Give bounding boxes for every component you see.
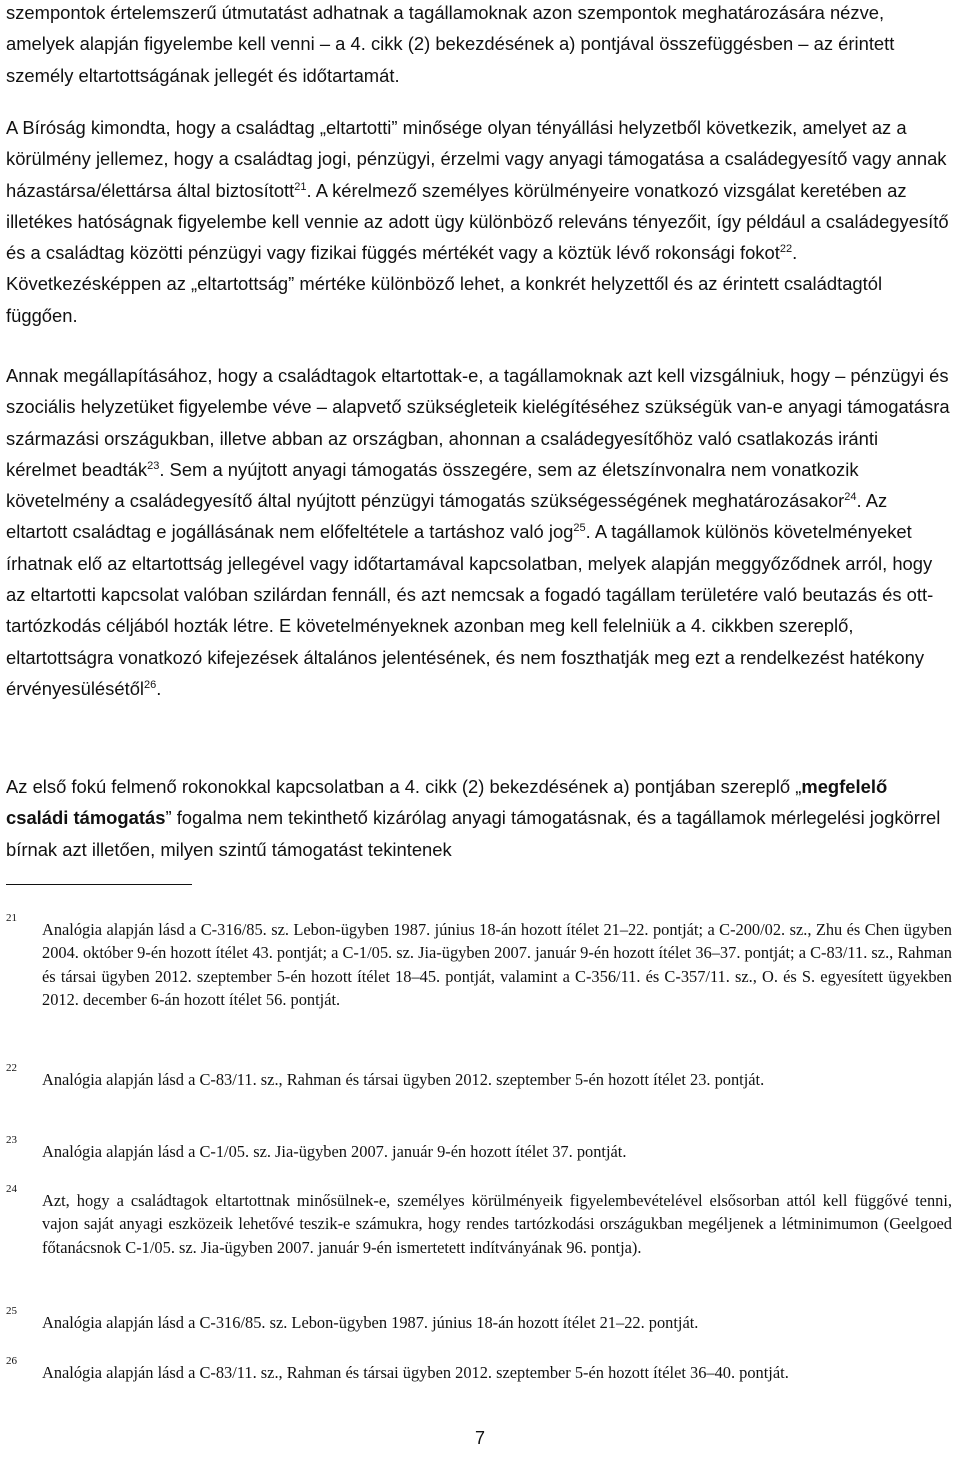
footnote-text: Analógia alapján lásd a C-316/85. sz. Lebon-ügyben 1987. június 18-án hozott ítélet 21–22. pontját; a C-200/02. sz., Zhu és Chen ügyben 2004. október 9-én hozott ítélet 43. pontját; a C-1/05. sz. Jia-ügyben 2007. január 9-én hozott ítélet 36–37. pontját; a C-83/11. sz., Rahman és társai ügyben 2012. szeptember 5-én hozott ítélet 18–45. pontját, valamint a C-356/11. és C-357/11. sz., O. és S. egyesített ügyekben 2012. december 6-án hozott ítélet 56. pontját. xyxy=(42,920,952,1009)
footnote-separator xyxy=(6,884,192,885)
footnote-22 xyxy=(6,1062,952,1091)
footnote-ref[interactable]: 26 xyxy=(144,678,157,691)
footnote-text: Azt, hogy a családtagok eltartottnak minősülnek-e, személyes körülményeik figyelembevételével elsősorban attól kell függővé tenni, vajon saját anyagi eszközeik lehetővé teszik-e számukra, hogy rendes tartózkodási országukban megéljenek a létminimumon (Geelgoed főtanácsnok C-1/05. sz. Jia-ügyben 2007. január 9-én ismertetett indítványának 96. pontja). xyxy=(42,1191,952,1257)
paragraph-text: Az első fokú felmenő rokonokkal kapcsolatban a 4. cikk (2) bekezdésének a) pontjában szereplő „ xyxy=(6,776,802,797)
paragraph-dependency-status xyxy=(6,112,952,331)
footnote-21 xyxy=(6,912,952,1011)
paragraph-determination xyxy=(6,360,952,704)
footnote-text: Analógia alapján lásd a C-316/85. sz. Lebon-ügyben 1987. június 18-án hozott ítélet 21–22. pontját. xyxy=(42,1313,699,1332)
paragraph-text: ” fogalma nem tekinthető kizárólag anyagi támogatásnak, és a tagállamok mérlegelési jogkörrel bírnak azt illetően, milyen szintű támogatást tekintenek xyxy=(6,807,941,860)
paragraph-continuation xyxy=(6,0,952,91)
emphasized-term: megfelelő családi támogatás xyxy=(6,776,888,829)
paragraph-text: . A tagállamok különös követelményeket írhatnak elő az eltartottság jellegével vagy időtartamával kapcsolatban, melyek alapján meggyőződnek arról, hogy az eltartotti kapcsolat valóban szilárdan fennáll, és azt nemcsak a fogadó tagállam területére való beutazás és ott-tartózkodás céljából hozták létre. E követelményeknek azonban meg kell felelniük a 4. cikkben szereplő, eltartottságra vonatkozó kifejezések általános jelentésének, és nem foszthatják meg ezt a rendelkezést hatékony érvényesülésétől xyxy=(6,521,934,699)
footnote-number: 23 xyxy=(6,1134,17,1146)
footnote-number: 24 xyxy=(6,1183,17,1195)
paragraph-text: . A kérelmező személyes körülményeire vonatkozó vizsgálat keretében az illetékes hatóságnak figyelembe kell vennie az adott ügy különböző releváns tényezőit, így például a családegyesítő és a családtag közötti pénzügyi vagy fizikai függés mértékét vagy a köztük lévő rokonsági fokot xyxy=(6,179,949,264)
footnote-25 xyxy=(6,1305,952,1334)
footnote-number: 21 xyxy=(6,912,17,924)
footnote-ref[interactable]: 21 xyxy=(294,180,307,193)
footnote-26 xyxy=(6,1355,952,1384)
page-number: 7 xyxy=(474,1428,485,1448)
footnote-24 xyxy=(6,1183,952,1259)
footnote-text: Analógia alapján lásd a C-83/11. sz., Rahman és társai ügyben 2012. szeptember 5-én hozott ítélet 23. pontját. xyxy=(42,1070,765,1089)
footnote-ref[interactable]: 24 xyxy=(844,491,857,504)
paragraph-text: A Bíróság kimondta, hogy a családtag „eltartotti” minősége olyan tényállási helyzetből következik, amelyet az a körülmény jellemez, hogy a családtag jogi, pénzügyi, érzelmi vagy anyagi támogatása a családegyesítő vagy annak házastársa/élettársa által biztosított xyxy=(6,117,947,201)
paragraph-text: . xyxy=(156,677,162,699)
footnote-ref[interactable]: 23 xyxy=(147,459,160,472)
footnote-ref[interactable]: 22 xyxy=(779,243,793,256)
footnote-23 xyxy=(6,1134,952,1163)
paragraph-text: . Következésképpen az „eltartottság” mértéke különböző lehet, a konkrét helyzettől és az érintett családtagtól függően. xyxy=(6,242,883,326)
footnote-text: Analógia alapján lásd a C-83/11. sz., Rahman és társai ügyben 2012. szeptember 5-én hozott ítélet 36–40. pontját. xyxy=(42,1363,789,1382)
footnote-text: Analógia alapján lásd a C-1/05. sz. Jia-ügyben 2007. január 9-én hozott ítélet 37. pontját. xyxy=(42,1142,627,1161)
footnote-number: 25 xyxy=(6,1305,17,1317)
paragraph-text: . Sem a nyújtott anyagi támogatás összegére, sem az életszínvonalra nem vonatkozik követelmény a családegyesítő által nyújtott pénzügyi támogatás szükségességének meghatározásakor xyxy=(6,458,859,512)
footnote-ref[interactable]: 25 xyxy=(573,522,586,535)
footnote-number: 26 xyxy=(6,1355,17,1367)
paragraph-text: . Az eltartott családtag e jogállásának nem előfeltétele a tartáshoz való jog xyxy=(6,490,888,543)
paragraph-text: Annak megállapításához, hogy a családtagok eltartottak-e, a tagállamoknak azt kell vizsgálniuk, hogy – pénzügyi és szociális helyzetüket figyelembe véve – alapvető szükségleteik kielégítéséhez szükségük van-e anyagi támogatásra származási országukban, illetve abban az országban, ahonnan a családegyesítőhöz való csatlakozás iránti kérelmet beadták xyxy=(6,365,950,480)
footnote-number: 22 xyxy=(6,1062,17,1074)
paragraph-text: szempontok értelemszerű útmutatást adhatnak a tagállamoknak azon szempontok meghatározására nézve, amelyek alapján figyelembe kell venni – a 4. cikk (2) bekezdésének a) pontjával összefüggésben – az érintett személy eltartottságának jellegét és időtartamát. xyxy=(6,2,895,86)
paragraph-ascendants xyxy=(6,771,952,865)
